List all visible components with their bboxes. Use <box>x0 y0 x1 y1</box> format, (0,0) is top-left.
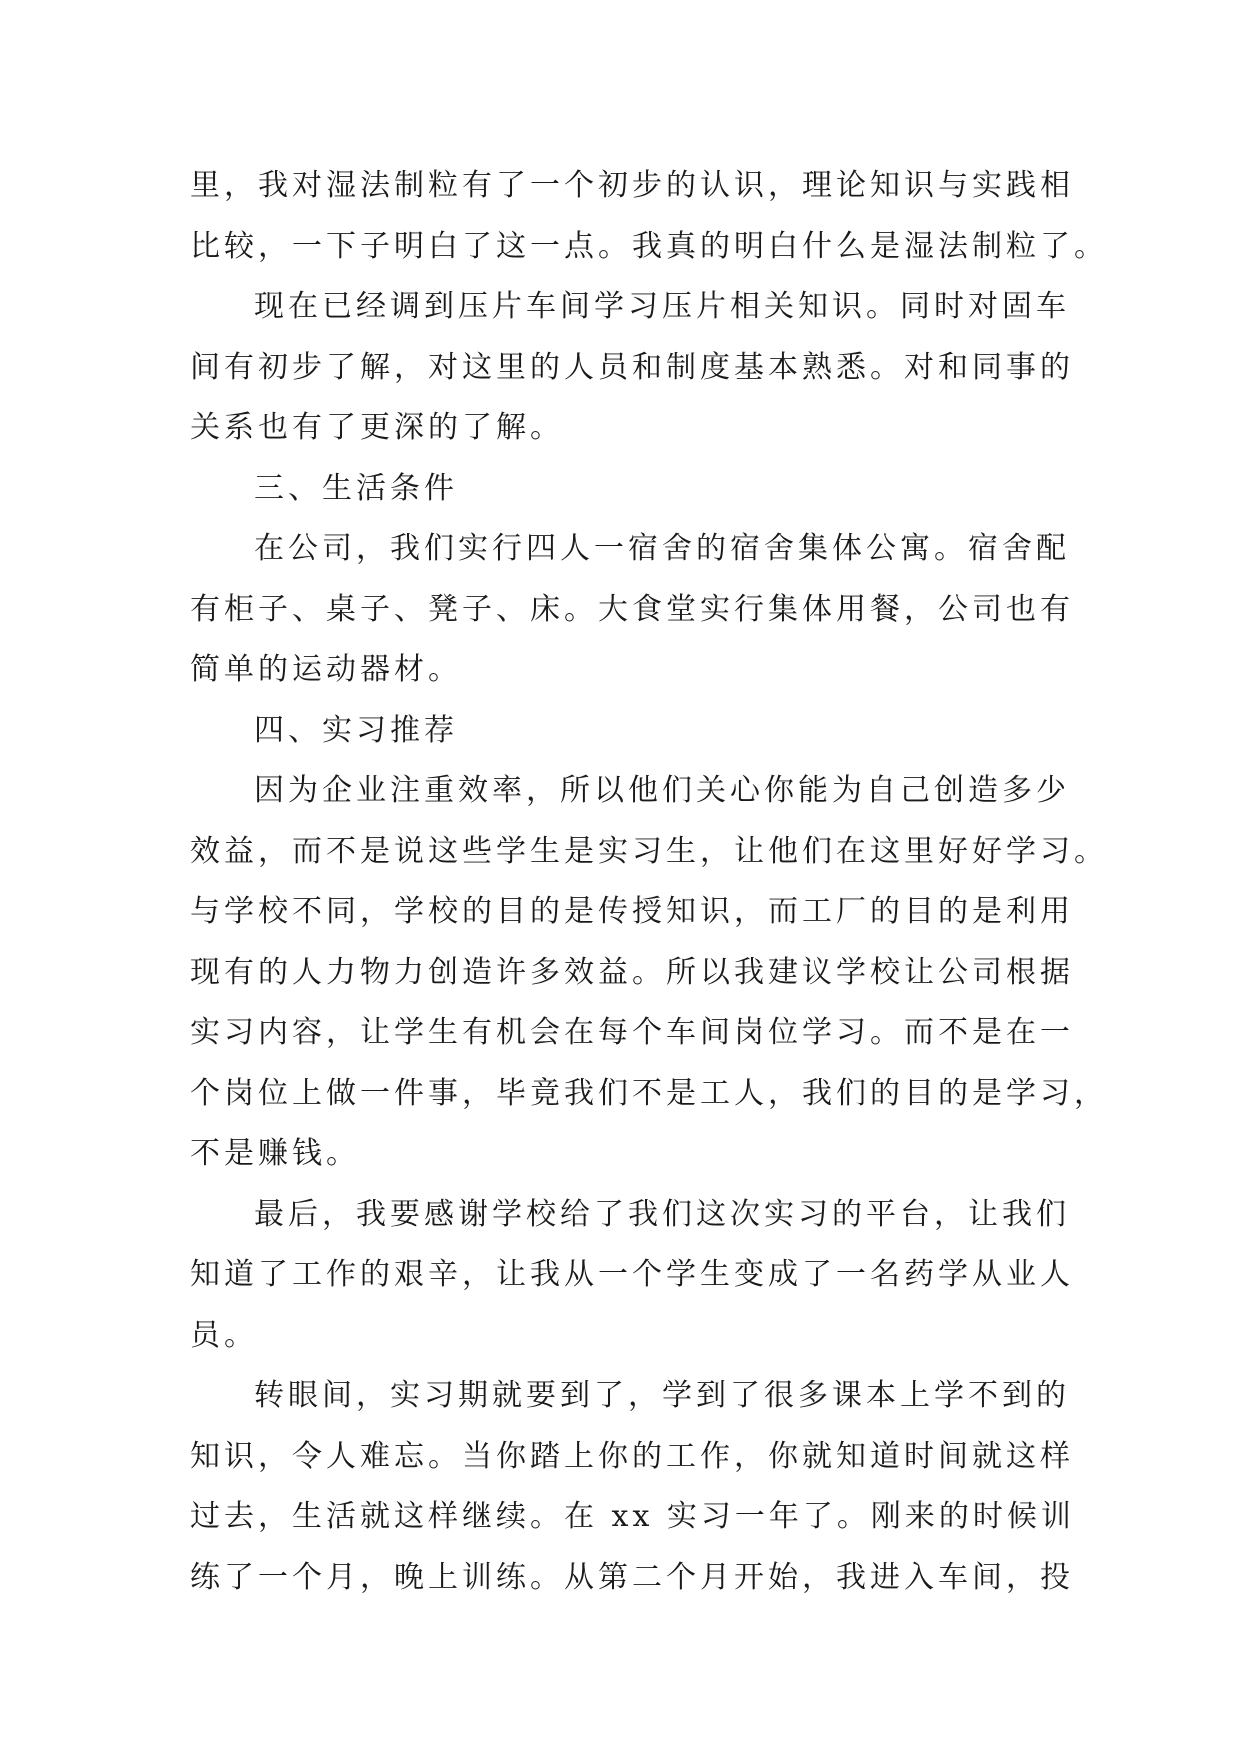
text-line: 转眼间，实习期就要到了，学到了很多课本上学不到的 <box>254 1378 1070 1413</box>
section-heading-living-conditions <box>190 459 1052 520</box>
text-line: 与学校不同，学校的目的是传授知识，而工厂的目的是利用 <box>190 894 1074 929</box>
text-line: 实习内容，让学生有机会在每个车间岗位学习。而不是在一 <box>190 1015 1074 1050</box>
paragraph-internship-ending <box>190 1366 1075 1608</box>
text-line: 过去，生活就这样继续。在 xx 实习一年了。刚来的时候训 <box>190 1499 1075 1534</box>
text-line: 个岗位上做一件事，毕竟我们不是工人，我们的目的是学习， <box>190 1075 1108 1111</box>
text-line: 现在已经调到压片车间学习压片相关知识。同时对固车 <box>254 289 1070 324</box>
paragraph-thanks <box>190 1185 1074 1367</box>
text-line: 练了一个月，晚上训练。从第二个月开始，我进入车间，投 <box>190 1559 1074 1595</box>
text-line: 现有的人力物力创造许多效益。所以我建议学校让公司根据 <box>190 954 1074 990</box>
paragraph-efficiency <box>190 761 1108 1185</box>
text-line: 效益，而不是说这些学生是实习生，让他们在这里好好学习。 <box>190 833 1108 869</box>
text-line: 因为企业注重效率，所以他们关心你能为自己创造多少 <box>254 773 1070 808</box>
text-line: 在公司，我们实行四人一宿舍的宿舍集体公寓。宿舍配 <box>254 531 1070 566</box>
text-line: 简单的运动器材。 <box>190 652 462 687</box>
text-line: 里，我对湿法制粒有了一个初步的认识，理论知识与实践相 <box>190 168 1074 203</box>
section-heading-internship-recommendation <box>190 701 1052 762</box>
text-line: 间有初步了解，对这里的人员和制度基本熟悉。对和同事的 <box>190 349 1074 385</box>
paragraph-dormitory <box>190 519 1074 701</box>
heading-text: 三、生活条件 <box>254 470 458 506</box>
text-line: 比较，一下子明白了这一点。我真的明白什么是湿法制粒了。 <box>190 228 1108 264</box>
heading-text: 四、实习推荐 <box>254 712 458 748</box>
text-line: 关系也有了更深的了解。 <box>190 410 564 445</box>
text-line: 知识，令人难忘。当你踏上你的工作，你就知道时间就这样 <box>190 1438 1074 1474</box>
text-line: 不是赚钱。 <box>190 1136 360 1171</box>
paragraph-tablet-workshop <box>190 277 1074 459</box>
document-page <box>190 156 1108 1608</box>
text-line: 最后，我要感谢学校给了我们这次实习的平台，让我们 <box>254 1196 1070 1232</box>
paragraph-wet-granulation-continued <box>190 156 1108 277</box>
text-line: 员。 <box>190 1317 258 1353</box>
text-line: 有柜子、桌子、凳子、床。大食堂实行集体用餐，公司也有 <box>190 591 1074 627</box>
text-line: 知道了工作的艰辛，让我从一个学生变成了一名药学从业人 <box>190 1257 1074 1292</box>
